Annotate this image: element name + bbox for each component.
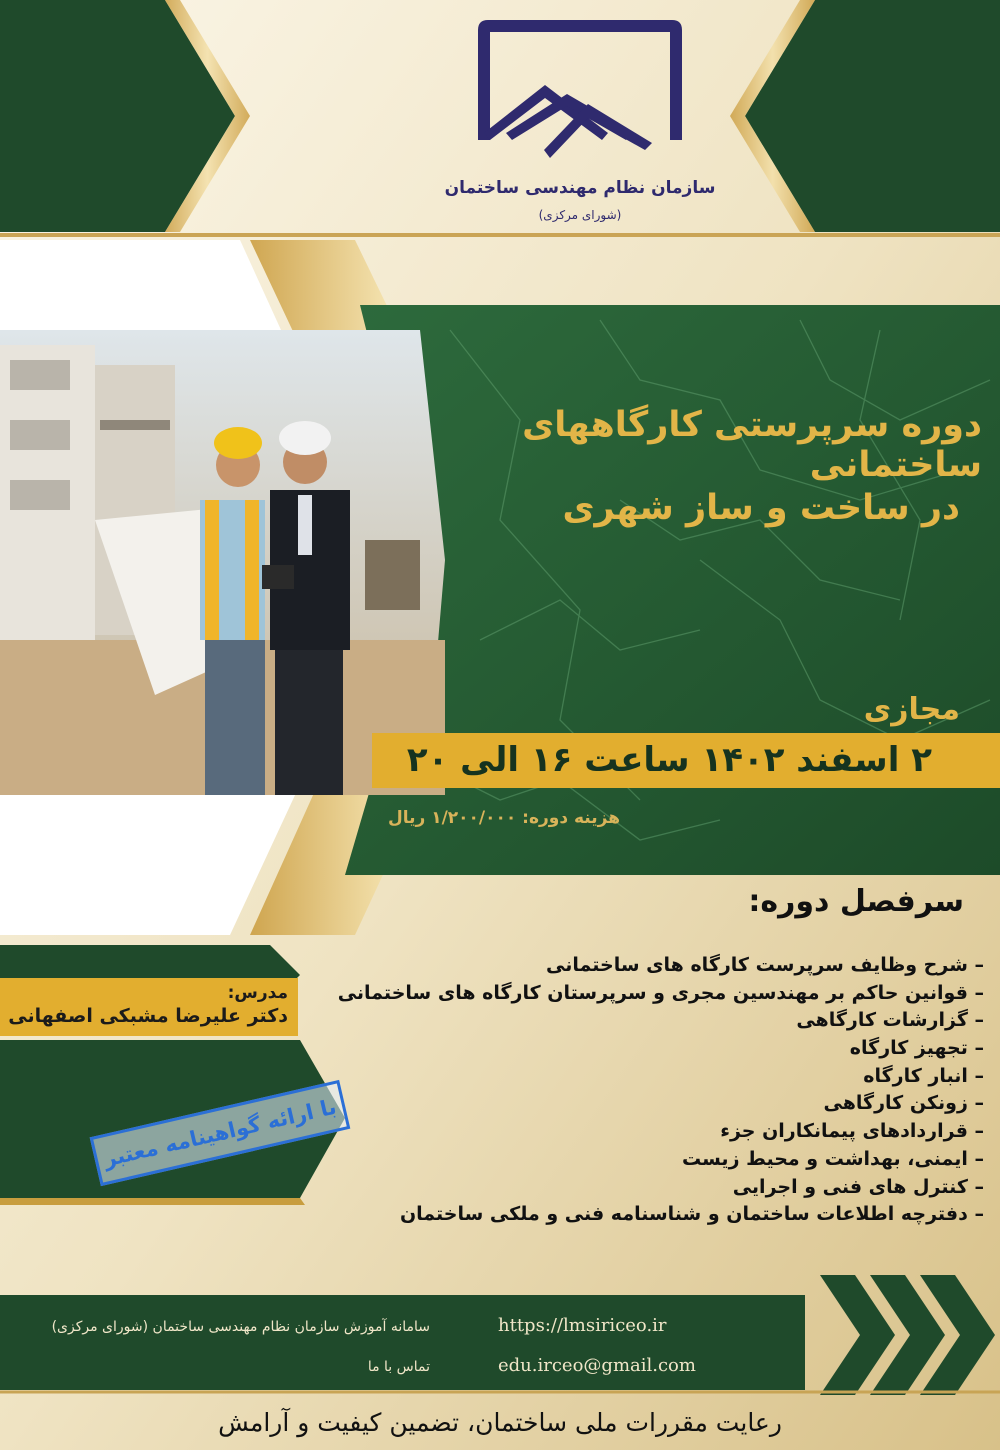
certificate-stamp: با ارائه گواهینامه معتبر [90,1080,351,1186]
organization-subtitle: (شورای مرکزی) [538,208,622,222]
syllabus-item: – انبار کارگاه [863,1064,984,1087]
course-mode: مجازی [863,692,960,727]
instructor-name: دکتر علیرضا مشبکی اصفهانی [8,1005,288,1027]
course-cost: هزینه دوره: ۱/۲۰۰/۰۰۰ ریال [387,808,620,828]
syllabus-item: – شرح وظایف سرپرست کارگاه های ساختمانی [546,954,984,976]
website-link[interactable]: https://lmsiriceo.ir [498,1315,667,1336]
syllabus-item: – قوانین حاکم بر مهندسین مجری و سرپرستان کارگاه های ساختمانی [337,981,984,1004]
instructor-label: مدرس: [227,983,288,1003]
course-title-line1: دوره سرپرستی کارگاههای ساختمانی [522,405,982,485]
syllabus-item: – گزارشات کارگاهی [796,1009,984,1032]
slogan: رعایت مقررات ملی ساختمان، تضمین کیفیت و آرامش [218,1408,782,1437]
system-name: سامانه آموزش سازمان نظام مهندسی ساختمان (شورای مرکزی) [51,1319,430,1335]
syllabus-item: – زونکن کارگاهی [823,1092,984,1115]
syllabus-list [337,952,984,1229]
course-title-line2: در ساخت و ساز شهری [562,488,960,528]
contact-us-link[interactable]: تماس با ما [367,1359,430,1375]
email-link[interactable]: edu.irceo@gmail.com [498,1355,696,1376]
course-date-time: ۲ اسفند ۱۴۰۲ ساعت ۱۶ الی ۲۰ [406,740,932,780]
syllabus-item: – تجهیز کارگاه [849,1037,984,1060]
syllabus-title: سرفصل دوره: [748,884,964,919]
syllabus-item: – دفترچه اطلاعات ساختمان و شناسنامه فنی و ملکی ساختمان [399,1203,984,1226]
syllabus-item: – کنترل های فنی و اجرایی [732,1175,984,1198]
syllabus-item: – ایمنی، بهداشت و محیط زیست [681,1147,984,1170]
organization-name: سازمان نظام مهندسی ساختمان [444,178,716,198]
syllabus-item: – قراردادهای پیمانکاران جزء [720,1120,984,1143]
